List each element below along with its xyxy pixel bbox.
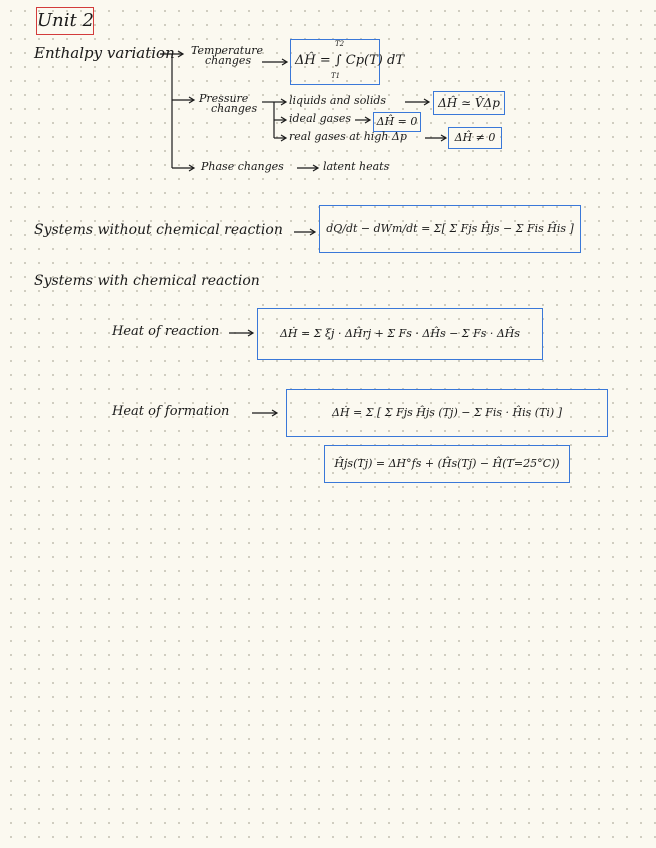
no-reaction-formula-box: dQ/dt − dWm/dt = Σ[ Σ Fjs Ĥjs − Σ Fis Ĥis ] [319, 205, 581, 253]
ideal-formula-box: ΔĤ = 0 [373, 112, 421, 132]
phase-result: latent heats [323, 160, 390, 173]
temperature-formula-box: ΔĤ = ∫ Cp(T) dT T2 T1 [290, 39, 380, 85]
real-label: real gases at high Δp [289, 130, 407, 143]
liquids-label: liquids and solids [289, 94, 387, 107]
phase-label: Phase changes [201, 160, 284, 173]
heat-of-formation-label: Heat of formation [112, 404, 230, 419]
no-reaction-heading: Systems without chemical reaction [34, 222, 283, 238]
enthalpy-formation-box: Ĥjs(Tj) = ΔH°fs + (Ĥs(Tj) − Ĥ(T=25°C)) [324, 445, 570, 483]
ideal-label: ideal gases [289, 112, 352, 125]
unit-title: Unit 2 [36, 7, 94, 35]
real-formula-box: ΔĤ ≠ 0 [448, 127, 502, 149]
heat-of-reaction-label: Heat of reaction [112, 324, 220, 339]
liquids-formula-box: ΔĤ ≃ V̂Δp [433, 91, 505, 115]
heat-of-reaction-box: ΔḢ = Σ ξj · ΔĤrj + Σ Fs · ΔĤs − Σ Fs · ΔĤs [257, 308, 543, 360]
pressure-label: Pressure changes [199, 92, 258, 115]
temperature-label: Temperature changes [191, 44, 264, 67]
with-reaction-heading: Systems with chemical reaction [34, 273, 260, 289]
heat-of-formation-box: ΔḢ = Σ [ Σ Fjs Ĥjs (Tj) − Σ Fis · Ĥis (Ti) ] [286, 389, 608, 437]
enthalpy-heading: Enthalpy variation [34, 44, 175, 62]
